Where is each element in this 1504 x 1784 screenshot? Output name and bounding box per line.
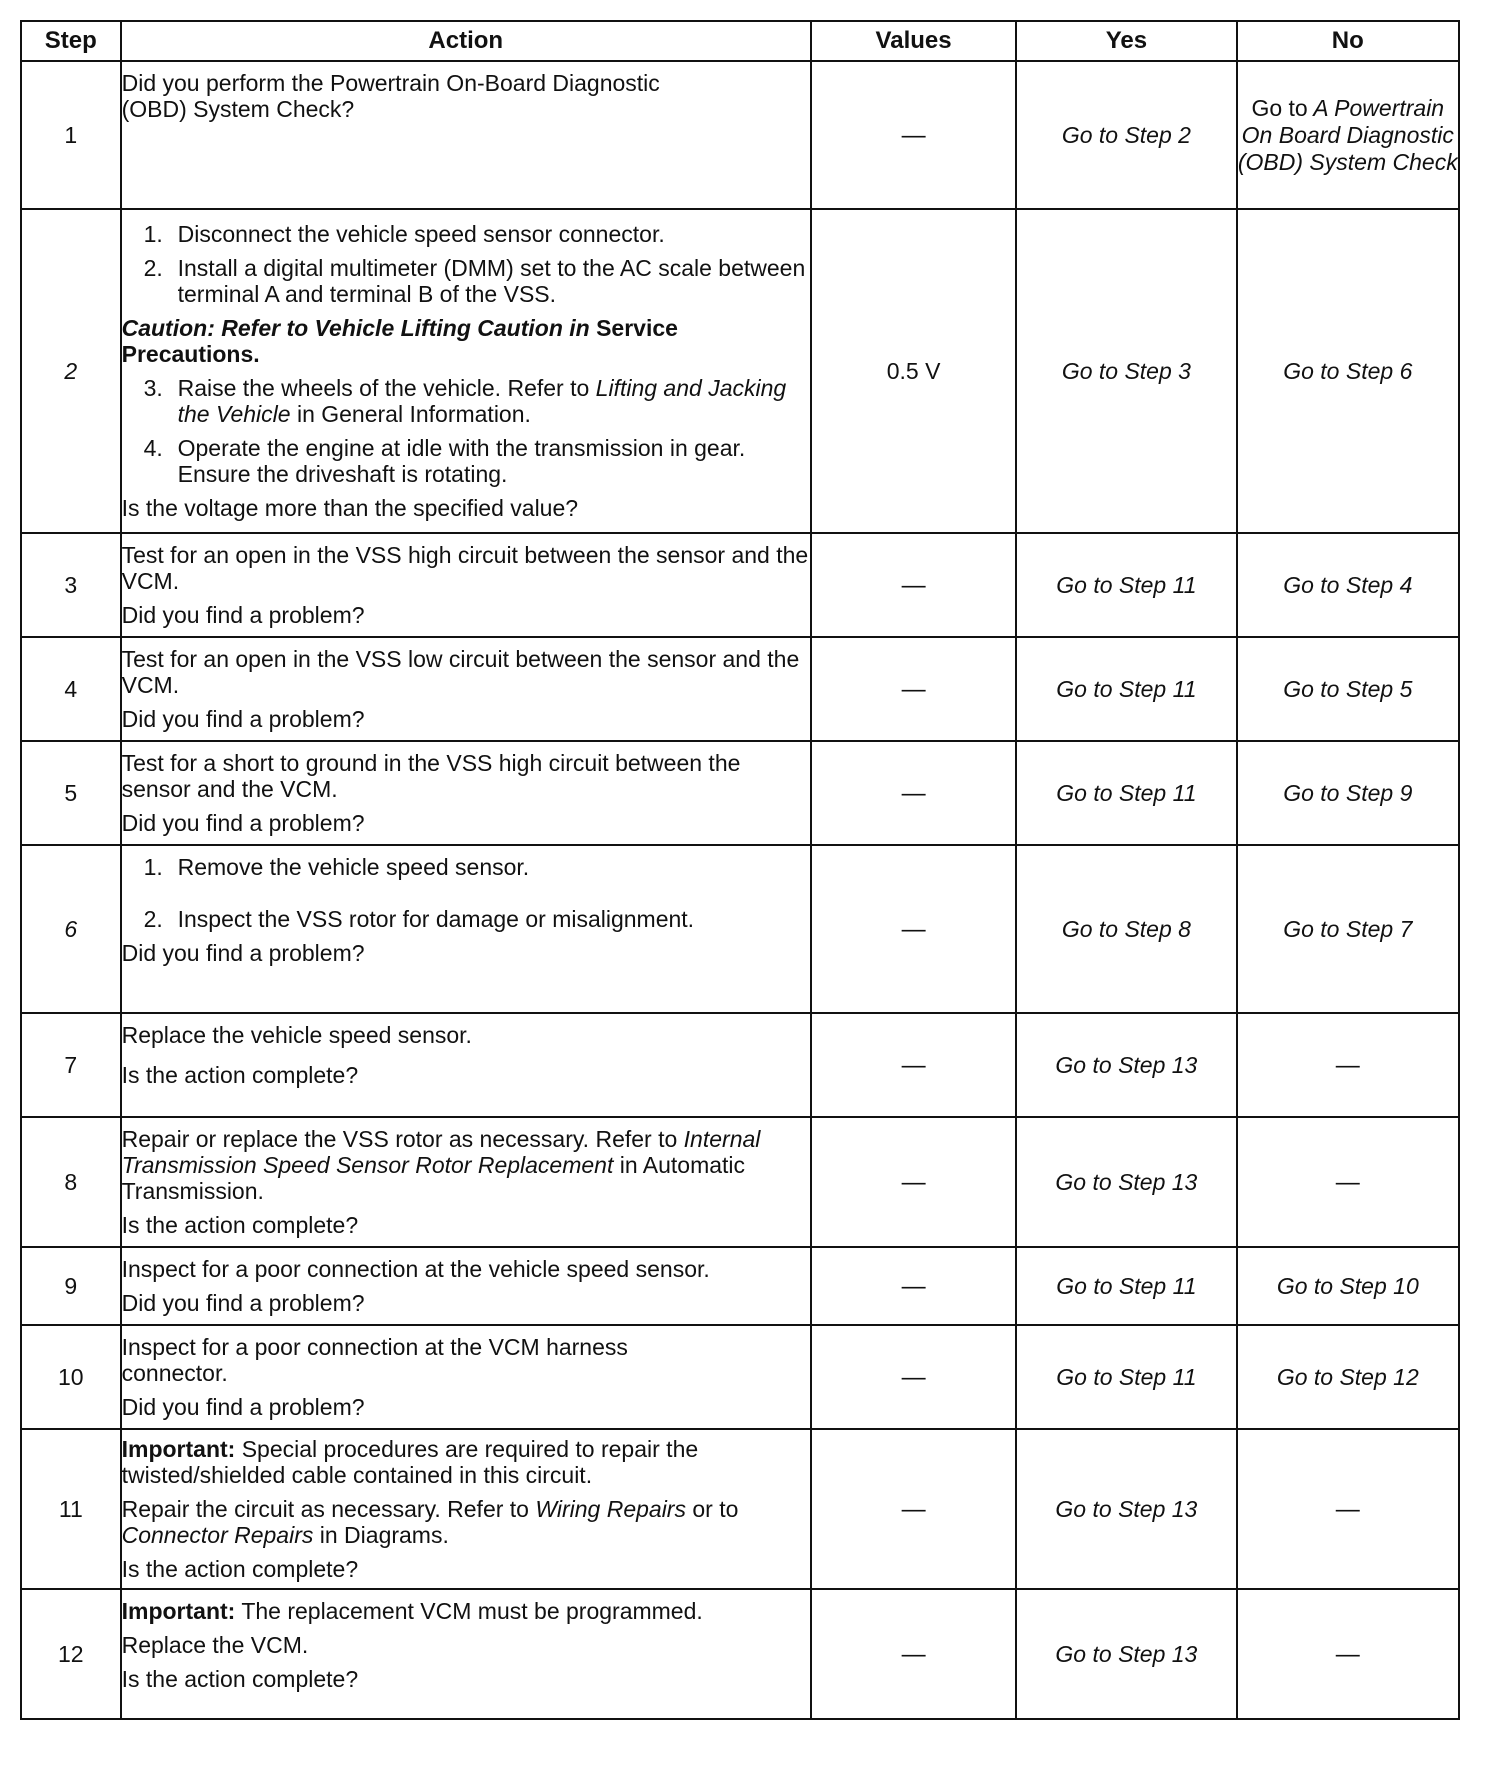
- item-text: Raise the wheels of the vehicle. Refer to: [177, 375, 590, 401]
- table-row-step-11: [21, 1429, 1459, 1589]
- no-cell: Go to Step 12: [1237, 1325, 1459, 1429]
- dash: —: [1335, 1168, 1360, 1196]
- yes-cell: Go to Step 8: [1016, 845, 1236, 1013]
- action-text: [122, 1496, 810, 1548]
- action-cell: [121, 637, 811, 741]
- step-number: 9: [21, 1247, 121, 1325]
- table-row-step-8: [21, 1117, 1459, 1247]
- values-cell: [811, 637, 1016, 741]
- yes-cell: Go to Step 11: [1016, 1247, 1236, 1325]
- action-cell: [121, 1013, 811, 1117]
- action-reference: Connector Repairs: [121, 1522, 314, 1548]
- action-question: Did you find a problem?: [121, 940, 365, 966]
- action-text-tail: in Automatic Transmission.: [121, 1152, 746, 1204]
- dash: —: [901, 1363, 926, 1391]
- diagnostic-table: [20, 20, 1460, 1720]
- values-cell: [811, 1429, 1016, 1589]
- important-text: Special procedures are required to repair the twisted/shielded cable contained in this circuit.: [121, 1436, 699, 1488]
- yes-cell: Go to Step 3: [1016, 209, 1236, 533]
- caution-note: [122, 315, 810, 367]
- caution-label: Caution: Refer to Vehicle Lifting Caution in: [121, 315, 590, 341]
- header-values: Values: [811, 21, 1016, 61]
- list-item: 4. Operate the engine at idle with the transmission in gear. Ensure the driveshaft is rotating.: [143, 435, 746, 487]
- list-item: 1. Disconnect the vehicle speed sensor connector.: [143, 221, 665, 247]
- table-row-step-9: [21, 1247, 1459, 1325]
- dash: —: [901, 1051, 926, 1079]
- dash: —: [901, 1640, 926, 1668]
- action-question: Is the action complete?: [121, 1556, 359, 1582]
- action-text: Test for an open in the VSS low circuit between the sensor and the VCM.: [121, 646, 800, 698]
- item-text: Disconnect the vehicle speed sensor connector.: [177, 221, 665, 247]
- item-text: Remove the vehicle speed sensor.: [177, 854, 530, 880]
- no-cell: Go to Step 6: [1237, 209, 1459, 533]
- step-number: 5: [21, 741, 121, 845]
- step-number: 1: [21, 61, 121, 209]
- action-text-tail: in Diagrams.: [319, 1522, 449, 1548]
- step-number: 3: [21, 533, 121, 637]
- item-text-tail: in General Information.: [296, 401, 531, 427]
- yes-cell: Go to Step 2: [1016, 61, 1236, 209]
- action-question: Is the action complete?: [121, 1062, 359, 1088]
- action-text: [122, 1126, 810, 1204]
- header-step: Step: [21, 21, 121, 61]
- no-cell: [1237, 1589, 1459, 1719]
- list-item: 3. Raise the wheels of the vehicle. Refer to Lifting and Jacking the Vehicle in General Information.: [143, 375, 787, 427]
- table-row-step-2: [21, 209, 1459, 533]
- values-cell: [811, 1247, 1016, 1325]
- no-cell: [1237, 1013, 1459, 1117]
- dash: —: [901, 675, 926, 703]
- table-row-step-7: [21, 1013, 1459, 1117]
- important-label: Important:: [121, 1598, 236, 1624]
- action-reference: Wiring Repairs: [535, 1496, 686, 1522]
- header-action: Action: [121, 21, 811, 61]
- no-link: A Powertrain On Board Diagnostic (OBD) System Check: [1237, 94, 1458, 175]
- list-item: 2. Inspect the VSS rotor for damage or misalignment.: [143, 906, 695, 932]
- action-question: Is the voltage more than the specified value?: [121, 495, 579, 521]
- action-question: Did you find a problem?: [121, 1394, 365, 1420]
- important-note: [122, 1598, 810, 1624]
- values-cell: [811, 741, 1016, 845]
- action-text-lead: Repair or replace the VSS rotor as necessary. Refer to: [121, 1126, 678, 1152]
- yes-cell: Go to Step 13: [1016, 1013, 1236, 1117]
- dash: —: [1335, 1640, 1360, 1668]
- values-cell: [811, 1117, 1016, 1247]
- important-note: [122, 1436, 810, 1488]
- table-row-step-10: [21, 1325, 1459, 1429]
- item-text: Inspect the VSS rotor for damage or misalignment.: [177, 906, 695, 932]
- dash: —: [901, 121, 926, 149]
- action-text: Replace the VCM.: [121, 1632, 309, 1658]
- action-cell: [121, 209, 811, 533]
- step-number: 11: [21, 1429, 121, 1589]
- yes-cell: Go to Step 13: [1016, 1117, 1236, 1247]
- step-number: 12: [21, 1589, 121, 1719]
- step-number: 7: [21, 1013, 121, 1117]
- dash: —: [901, 1168, 926, 1196]
- step-number: 2: [21, 209, 121, 533]
- no-cell: Go to Step 5: [1237, 637, 1459, 741]
- action-question: Did you find a problem?: [121, 1290, 365, 1316]
- action-question: Is the action complete?: [121, 1212, 359, 1238]
- action-cell: [121, 1325, 811, 1429]
- action-text: Replace the vehicle speed sensor.: [121, 1022, 472, 1048]
- table-row-step-4: [21, 637, 1459, 741]
- header-yes: Yes: [1016, 21, 1236, 61]
- important-label: Important:: [121, 1436, 236, 1462]
- no-cell: Go to Step 9: [1237, 741, 1459, 845]
- action-question: Is the action complete?: [121, 1666, 359, 1692]
- no-cell: Go to Step 7: [1237, 845, 1459, 1013]
- action-question: Did you find a problem?: [121, 602, 365, 628]
- action-text: Test for a short to ground in the VSS high circuit between the sensor and the VCM.: [121, 750, 741, 802]
- action-cell: [121, 61, 811, 209]
- caution-reference: Service Precautions.: [121, 315, 678, 367]
- header-no: No: [1237, 21, 1459, 61]
- yes-cell: Go to Step 11: [1016, 741, 1236, 845]
- yes-cell: Go to Step 13: [1016, 1589, 1236, 1719]
- action-cell: [121, 741, 811, 845]
- action-text: Did you perform the Powertrain On-Board Diagnostic (OBD) System Check?: [121, 70, 660, 122]
- no-prefix: Go to: [1251, 94, 1308, 121]
- action-cell: [121, 533, 811, 637]
- yes-cell: Go to Step 13: [1016, 1429, 1236, 1589]
- item-reference: Lifting and Jacking the Vehicle: [177, 375, 787, 427]
- no-cell: [1237, 61, 1459, 209]
- list-item: 2. Install a digital multimeter (DMM) set to the AC scale between terminal A and terminal B of the VSS.: [143, 255, 806, 307]
- no-cell: Go to Step 4: [1237, 533, 1459, 637]
- step-number: 4: [21, 637, 121, 741]
- table-row-step-12: [21, 1589, 1459, 1719]
- yes-cell: Go to Step 11: [1016, 637, 1236, 741]
- action-text: Inspect for a poor connection at the vehicle speed sensor.: [121, 1256, 710, 1282]
- action-text: Test for an open in the VSS high circuit between the sensor and the VCM.: [121, 542, 809, 594]
- yes-cell: Go to Step 11: [1016, 1325, 1236, 1429]
- no-cell: [1237, 1429, 1459, 1589]
- values-cell: [811, 533, 1016, 637]
- action-text-lead: Repair the circuit as necessary. Refer to: [121, 1496, 529, 1522]
- no-cell: Go to Step 10: [1237, 1247, 1459, 1325]
- values-cell: [811, 1013, 1016, 1117]
- action-text-mid: or to: [692, 1496, 739, 1522]
- table-row-step-3: [21, 533, 1459, 637]
- dash: —: [901, 779, 926, 807]
- table-row-step-6: [21, 845, 1459, 1013]
- dash: —: [901, 571, 926, 599]
- dash: —: [901, 1272, 926, 1300]
- action-cell: [121, 1429, 811, 1589]
- values-cell: [811, 845, 1016, 1013]
- action-cell: [121, 1247, 811, 1325]
- dash: —: [901, 1495, 926, 1523]
- action-cell: [121, 1589, 811, 1719]
- action-question: Did you find a problem?: [121, 810, 365, 836]
- item-text: Operate the engine at idle with the transmission in gear. Ensure the driveshaft is rotating.: [177, 435, 746, 487]
- step-number: 6: [21, 845, 121, 1013]
- action-cell: [121, 845, 811, 1013]
- dash: —: [1335, 1051, 1360, 1079]
- values-cell: [811, 1325, 1016, 1429]
- table-row-step-5: [21, 741, 1459, 845]
- action-cell: [121, 1117, 811, 1247]
- values-cell: 0.5 V: [811, 209, 1016, 533]
- item-text: Install a digital multimeter (DMM) set to the AC scale between terminal A and terminal B of the VSS.: [177, 255, 806, 307]
- header-row: [21, 21, 1459, 61]
- important-text: The replacement VCM must be programmed.: [241, 1598, 703, 1624]
- dash: —: [901, 915, 926, 943]
- values-cell: [811, 1589, 1016, 1719]
- step-number: 8: [21, 1117, 121, 1247]
- action-question: Did you find a problem?: [121, 706, 365, 732]
- action-text: Inspect for a poor connection at the VCM harness connector.: [121, 1334, 628, 1386]
- step-number: 10: [21, 1325, 121, 1429]
- dash: —: [1335, 1495, 1360, 1523]
- no-cell: [1237, 1117, 1459, 1247]
- list-item: 1. Remove the vehicle speed sensor.: [143, 854, 530, 880]
- values-cell: [811, 61, 1016, 209]
- yes-cell: Go to Step 11: [1016, 533, 1236, 637]
- table-row-step-1: [21, 61, 1459, 209]
- action-reference: Internal Transmission Speed Sensor Rotor Replacement: [121, 1126, 761, 1178]
